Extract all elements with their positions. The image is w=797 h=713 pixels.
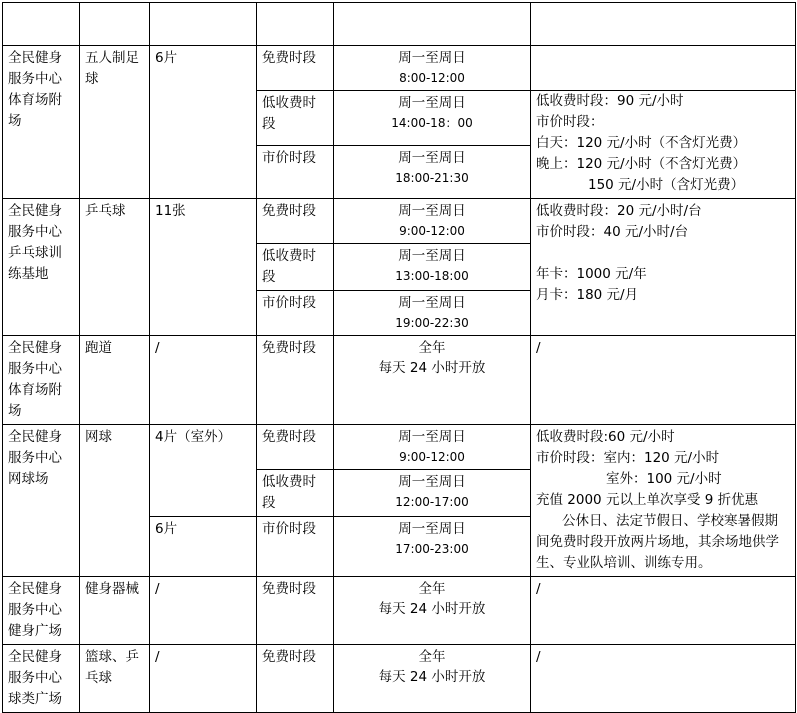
period-label: 市价时段 xyxy=(257,146,334,199)
fee-line: 低收费时段:60 元/小时 xyxy=(536,429,675,445)
fee-line: 室外：100 元/小时 xyxy=(606,471,722,487)
header-row xyxy=(3,3,796,46)
header-cell xyxy=(3,3,80,46)
fee-cell-empty xyxy=(531,46,796,91)
project-cell: 健身器械 xyxy=(80,577,150,645)
period-hours: 每天 24 小时开放 xyxy=(378,601,486,617)
period-days: 周一至周日 xyxy=(398,50,466,66)
period-hours: 19:00-22:30 xyxy=(395,316,469,330)
period-time-cell xyxy=(334,517,531,577)
period-label: 免费时段 xyxy=(257,425,334,470)
period-time-cell xyxy=(334,199,531,244)
period-label: 低收费时段 xyxy=(257,91,334,146)
period-days: 全年 xyxy=(418,649,446,665)
venue-cell: 全民健身服务中心乒乓球训练基地 xyxy=(3,199,80,336)
fee-cell xyxy=(531,91,796,199)
period-days: 周一至周日 xyxy=(398,429,466,445)
fee-line: 月卡：180 元/月 xyxy=(536,287,639,303)
period-time-cell xyxy=(334,244,531,291)
period-time-cell xyxy=(334,146,531,199)
fee-note: 公休日、法定节假日、学校寒暑假期间免费时段开放两片场地，其余场地供学生、专业队培训、训练专用。 xyxy=(536,513,779,571)
period-label: 免费时段 xyxy=(257,46,334,91)
header-cell xyxy=(334,3,531,46)
quantity-cell: / xyxy=(150,577,257,645)
period-days: 全年 xyxy=(418,340,446,356)
period-label: 免费时段 xyxy=(257,577,334,645)
period-days: 周一至周日 xyxy=(398,150,466,167)
venue-cell: 全民健身服务中心网球场 xyxy=(3,425,80,577)
fee-cell xyxy=(531,199,796,336)
fee-cell: / xyxy=(531,645,796,713)
quantity-cell: 6片 xyxy=(150,517,257,577)
fee-spacer xyxy=(536,243,790,264)
period-time-cell xyxy=(334,470,531,517)
period-days: 全年 xyxy=(418,581,446,597)
period-time-cell xyxy=(334,336,531,425)
period-hours: 12:00-17:00 xyxy=(395,495,469,509)
fee-line: 年卡：1000 元/年 xyxy=(536,266,647,282)
fee-line: 晚上：120 元/小时（不含灯光费） xyxy=(536,156,747,172)
venue-cell: 全民健身服务中心体育场附场 xyxy=(3,336,80,425)
table-row xyxy=(3,46,796,91)
period-hours: 17:00-23:00 xyxy=(395,542,469,556)
fee-line: 充值 2000 元以上单次享受 9 折优惠 xyxy=(536,492,759,508)
fee-line: 白天：120 元/小时（不含灯光费） xyxy=(536,135,747,151)
period-hours: 8:00-12:00 xyxy=(399,71,465,85)
period-label: 市价时段 xyxy=(257,291,334,336)
period-time-cell xyxy=(334,645,531,713)
project-cell: 五人制足球 xyxy=(80,46,150,199)
period-hours: 9:00-12:00 xyxy=(399,224,465,238)
venue-fee-table xyxy=(2,2,796,713)
fee-line: 市价时段：室内：120 元/小时 xyxy=(536,450,720,466)
period-label: 免费时段 xyxy=(257,199,334,244)
project-cell: 跑道 xyxy=(80,336,150,425)
fee-cell xyxy=(531,425,796,577)
period-days: 周一至周日 xyxy=(398,248,466,264)
project-cell: 网球 xyxy=(80,425,150,577)
header-cell xyxy=(80,3,150,46)
period-days: 周一至周日 xyxy=(398,474,466,490)
period-label: 低收费时段 xyxy=(257,244,334,291)
period-label: 市价时段 xyxy=(257,517,334,577)
table-row xyxy=(3,336,796,425)
venue-cell: 全民健身服务中心球类广场 xyxy=(3,645,80,713)
period-hours: 9:00-12:00 xyxy=(399,450,465,464)
period-label: 免费时段 xyxy=(257,645,334,713)
period-hours: 13:00-18:00 xyxy=(395,269,469,283)
table-row xyxy=(3,199,796,244)
period-time-cell xyxy=(334,577,531,645)
venue-cell: 全民健身服务中心体育场附场 xyxy=(3,46,80,199)
period-hours: 每天 24 小时开放 xyxy=(378,669,486,685)
period-time-cell xyxy=(334,291,531,336)
period-label: 低收费时段 xyxy=(257,470,334,517)
fee-cell: / xyxy=(531,336,796,425)
quantity-cell: / xyxy=(150,645,257,713)
project-cell: 乒乓球 xyxy=(80,199,150,336)
fee-line: 市价时段：40 元/小时/台 xyxy=(536,224,689,240)
period-hours: 14:00-18：00 xyxy=(391,116,473,130)
period-hours: 每天 24 小时开放 xyxy=(378,360,486,376)
period-hours: 18:00-21:30 xyxy=(395,171,469,186)
fee-line: 低收费时段：20 元/小时/台 xyxy=(536,203,702,219)
quantity-cell: 11张 xyxy=(150,199,257,336)
period-label: 免费时段 xyxy=(257,336,334,425)
table-row xyxy=(3,645,796,713)
fee-line: 低收费时段：90 元/小时 xyxy=(536,93,684,109)
quantity-cell: 4片（室外） xyxy=(150,425,257,517)
period-time-cell xyxy=(334,91,531,146)
quantity-cell: / xyxy=(150,336,257,425)
quantity-cell: 6片 xyxy=(150,46,257,199)
fee-cell: / xyxy=(531,577,796,645)
period-days: 周一至周日 xyxy=(398,521,466,537)
table-row xyxy=(3,577,796,645)
header-cell xyxy=(531,3,796,46)
project-cell: 篮球、乒乓球 xyxy=(80,645,150,713)
period-time-cell xyxy=(334,425,531,470)
fee-line: 市价时段： xyxy=(536,114,604,130)
header-cell xyxy=(150,3,257,46)
fee-line: 150 元/小时（含灯光费） xyxy=(588,177,745,193)
period-time-cell xyxy=(334,46,531,91)
header-cell xyxy=(257,3,334,46)
period-days: 周一至周日 xyxy=(398,203,466,219)
period-days: 周一至周日 xyxy=(398,295,466,311)
table-row xyxy=(3,425,796,470)
period-days: 周一至周日 xyxy=(398,95,466,111)
venue-cell: 全民健身服务中心健身广场 xyxy=(3,577,80,645)
